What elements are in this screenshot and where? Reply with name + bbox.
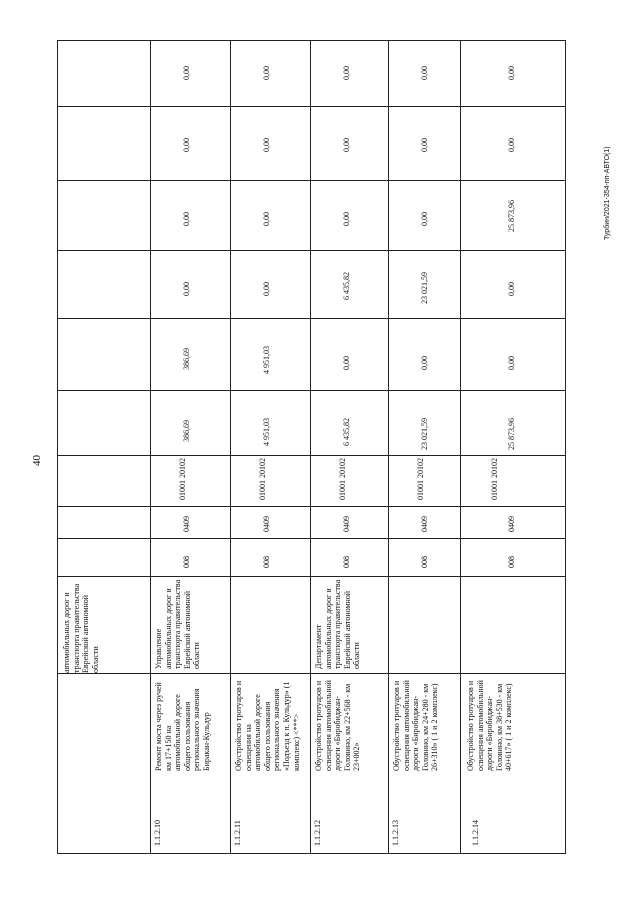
row-y2021: 0,00 <box>420 356 429 370</box>
row-code: 1.1.2.10 <box>153 820 162 846</box>
row-y2024: 0,00 <box>182 138 191 152</box>
row-code: 1.1.2.14 <box>471 820 480 846</box>
row-code: 1.1.2.11 <box>233 820 242 846</box>
row-csr: 01001 20102 <box>338 458 347 500</box>
row-name: Обустройство тротуаров и освещения автомобильной дороги «Биробиджан-Головино, км 24+280 - км 26+310» ( 1 и 2 комплекс) <box>392 680 440 771</box>
row-y2024: 0,00 <box>420 138 429 152</box>
col-line <box>460 40 461 854</box>
row-rzpr: 0409 <box>262 516 271 532</box>
row-name: Обустройство тротуаров и освещения на автомобильной дороге общего пользования регионального значения «Подъезд к п. Кульдур» (1 комплекс) <***> <box>234 680 301 771</box>
row-name: Обустройство тротуаров и освещения автомобильной дороги «Биробиджан-Головино, км 38+530 - км 40+617» ( 1 и 2 комплекс) <box>466 680 514 771</box>
row-y2023: 0,00 <box>420 212 429 226</box>
row-y2021: 4 951,03 <box>262 346 271 374</box>
row-name: Обустройство тротуаров и освещения автомобильной дороги «Биробиджан-Головино, км 22+568 - км 23+002» <box>314 680 362 771</box>
row-total: 25 873,96 <box>507 418 516 450</box>
row-grbs: 008 <box>182 556 191 568</box>
col-line <box>310 40 311 854</box>
row-y2023: 0,00 <box>262 212 271 226</box>
row-y2024: 0,00 <box>342 138 351 152</box>
row-code: 1.1.2.13 <box>391 820 400 846</box>
row-rzpr: 0409 <box>507 516 516 532</box>
page-number: 40 <box>31 455 43 466</box>
row-line <box>57 250 566 251</box>
row-csr: 01001 20102 <box>416 458 425 500</box>
row-total: 6 435,82 <box>342 418 351 446</box>
row-name: Ремонт моста через ручей км 17+150 на автомобильной дороге общего пользования регионального значения Биракан-Кульдур <box>154 682 211 771</box>
row-y2023: 0,00 <box>342 212 351 226</box>
row-y2022: 0,00 <box>182 282 191 296</box>
row-y2023: 25 873,96 <box>507 200 516 232</box>
row-y2025: 0,00 <box>182 66 191 80</box>
col-line <box>57 40 58 854</box>
row-csr: 01001 20102 <box>490 458 499 500</box>
row-line <box>57 673 566 674</box>
row-y2022: 0,00 <box>507 282 516 296</box>
row-grbs: 008 <box>262 556 271 568</box>
row-y2024: 0,00 <box>262 138 271 152</box>
col-line <box>388 40 389 854</box>
row-rzpr: 0409 <box>182 516 191 532</box>
row-executor: Управление автомобильных дорог и транспорта правительства Еврейской автономной области <box>154 579 202 669</box>
row-y2022: 6 435,82 <box>342 272 351 300</box>
row-line <box>57 106 566 107</box>
table-border-bottom <box>57 853 566 854</box>
row-y2025: 0,00 <box>342 66 351 80</box>
row-code: 1.1.2.12 <box>313 820 322 846</box>
row-y2022: 0,00 <box>262 282 271 296</box>
row-total: 386,69 <box>182 420 191 442</box>
row-line <box>57 455 566 456</box>
table-border-top <box>57 40 566 41</box>
header-executor: автомобильных дорог и транспорта правительства Еврейской автономной области <box>62 583 100 673</box>
col-line <box>565 40 566 854</box>
row-y2025: 0,00 <box>420 66 429 80</box>
col-line <box>230 40 231 854</box>
col-line <box>150 40 151 854</box>
row-y2024: 0,00 <box>507 138 516 152</box>
row-y2021: 0,00 <box>342 356 351 370</box>
row-grbs: 008 <box>507 556 516 568</box>
row-csr: 01001 20102 <box>258 458 267 500</box>
row-y2021: 386,69 <box>182 348 191 370</box>
row-y2021: 0,00 <box>507 356 516 370</box>
row-y2022: 23 021,59 <box>420 272 429 304</box>
row-y2025: 0,00 <box>262 66 271 80</box>
document-footer: Турбин/2021-354-пп-АВТО(1) <box>604 146 611 240</box>
row-line <box>57 506 566 507</box>
row-csr: 01001 20102 <box>178 458 187 500</box>
row-executor: Департамент автомобильных дорог и транспорта правительства Еврейской автономной области <box>314 579 362 669</box>
row-line <box>57 538 566 539</box>
row-rzpr: 0409 <box>420 516 429 532</box>
row-line <box>57 318 566 319</box>
row-total: 23 021,59 <box>420 418 429 450</box>
row-line <box>57 180 566 181</box>
row-rzpr: 0409 <box>342 516 351 532</box>
row-grbs: 008 <box>342 556 351 568</box>
row-line <box>57 576 566 577</box>
row-line <box>57 390 566 391</box>
row-y2025: 0,00 <box>507 66 516 80</box>
row-grbs: 008 <box>420 556 429 568</box>
row-y2023: 0,00 <box>182 212 191 226</box>
row-total: 4 951,03 <box>262 418 271 446</box>
